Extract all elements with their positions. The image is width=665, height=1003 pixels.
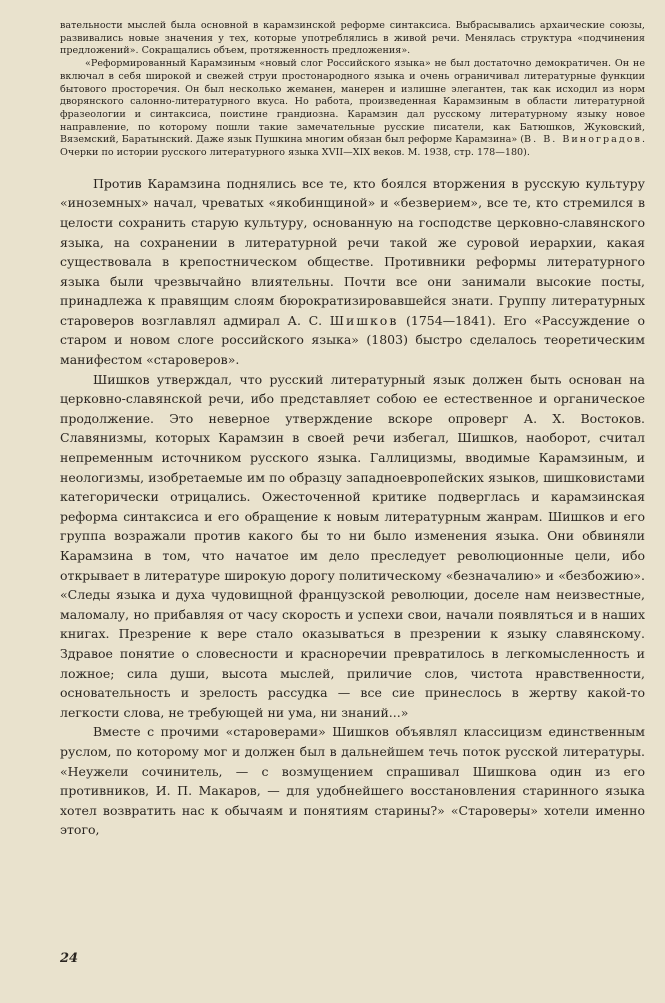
quote-block	[60, 20, 645, 160]
paragraph-3: Вместе с прочими «староверами» Шишков объявлял классицизм единственным руслом, по которому мог и должен был в дальнейшем течь поток русской литературы. «Неужели сочинитель, — с возмущением спрашивал Шишкова один из его противников, И. П. Макаров, — для удобнейшего восстановления старинного языка хотел возвратить нас к обычаям и понятиям старины?» «Староверы» хотели именно этого,	[60, 724, 645, 838]
paragraph-1-text: Против Карамзина поднялись все те, кто боялся вторжения в русскую культуру «иноземных» начал, чреватых «якобинщиной» и «безверием», все те, кто стремился в целости сохранить старую культуру, основанную на господстве церковно-славянского языка, на сохранении в литературной речи такой же суровой иерархии, какая существовала в крепостническом обществе. Противники реформы литературного языка были чрезвычайно влиятельны. Почти все они занимали высокие посты, принадлежа к правящим слоям бюрократизировавшейся знати. Группу литературных староверов возглавлял адмирал А. С.	[60, 175, 645, 328]
paragraph-1-text-end: (1754—1841). Его «Рассуждение о старом и новом слоге российского языка» (1803) быстро сделалось теоретическим манифестом «староверов».	[60, 312, 645, 368]
quote-lead: вательности мыслей была основной в карамзинской реформе синтаксиса. Выбрасывались архаические союзы, развивались новые значения у тех, которые употреблялись в живой речи. Менялась структура «подчинения предложений». Сокращались объем, протяженность предложения».	[60, 20, 645, 57]
paragraph-1	[60, 174, 645, 370]
name-shishkov: Шишков	[329, 312, 399, 328]
citation-author: В. В. Виноградов	[524, 134, 642, 146]
page-number: 24	[60, 951, 79, 966]
paragraph-2: Шишков утверждал, что русский литературный язык должен быть основан на церковно-славянской речи, ибо представляет собою ее естественное и органическое продолжение. Это неверное утверждение вскоре опроверг А. Х. Востоков. Славянизмы, которых Карамзин в своей речи избегал, Шишков, наоборот, считал непременным источником русского языка. Галлицизмы, вводимые Карамзиным, и неологизмы, изобретаемые им по образцу западноевропейских языков, шишковистами категорически отрицались. Ожесточенной критике подверглась и карамзинская реформа синтаксиса и его обращение к новым литературным жанрам. Шишков и его группа возражали против какого бы то ни было изменения языка. Они обвиняли Карамзина в том, что начатое им дело преследует революционные цели, ибо открывает в литературе широкую дорогу политическому «безначалию» и «безбожию». «Следы языка и духа чудовищной французской революции, доселе нам неизвестные, маломалу, но прибавляя от часу скорость и успехи свои, начали появляться и в наших книгах. Презрение к вере стало оказываться в презрении к языку славянскому. Здравое понятие о словесности и красноречии превратилось в легкомысленность и ложное; сила души, высота мыслей, приличие слов, чистота нравственности, основательность и зрелость рассудка — все сие принеслось в жертву какой-то легкости слова, не требующей ни ума, ни знаний...»	[60, 371, 645, 720]
citation-text: «Реформированный Карамзиным «новый слог Российского языка» не был достаточно демократичен. Он не включал в себя широкой и свежей струи простонародного языка и очень ограничивал литературные функции бытового просторечия. Он был несколько жеманен, манерен и излишне элегантен, так как исходил из норм дворянского салонно-литературного вкуса. Но работа, произведенная Карамзиным в области литературной фразеологии и синтаксиса, поистине грандиозна. Карамзин дал русскому литературному языку новое направление, по которому пошли такие замечательные русские писатели, как Батюшков, Жуковский, Вяземский, Баратынский. Даже язык Пушкина многим обязан был реформе Карамзина» (	[60, 58, 645, 146]
citation-source: . Очерки по истории русского литературного языка XVII—XIX веков. М. 1938, стр. 178—180).	[60, 134, 646, 159]
main-text	[60, 174, 645, 840]
citation-paragraph	[60, 58, 645, 160]
